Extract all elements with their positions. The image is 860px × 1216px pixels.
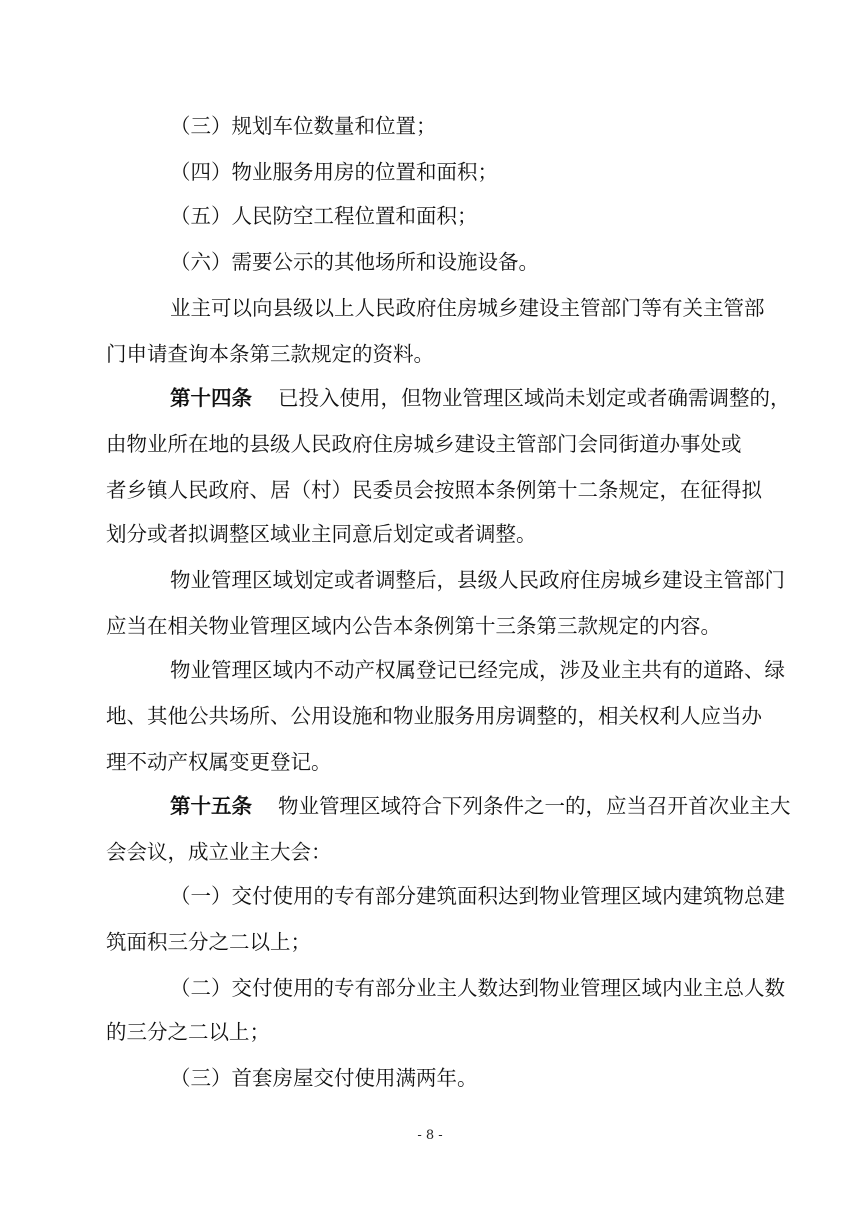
article-15-item-1-line-2: 筑面积三分之二以上； — [106, 930, 311, 954]
list-item-4-service-room: （四）物业服务用房的位置和面积； — [170, 160, 498, 184]
list-item-3-parking: （三）规划车位数量和位置； — [170, 114, 437, 138]
article-14-line-1: 第十四条 已投入使用，但物业管理区域尚未划定或者确需调整的， — [170, 386, 791, 410]
paragraph-owner-query-line-1: 业主可以向县级以上人民政府住房城乡建设主管部门等有关主管部 — [170, 296, 765, 320]
article-14-para-3-line-1: 物业管理区域内不动产权属登记已经完成，涉及业主共有的道路、绿 — [170, 658, 785, 682]
page-number: - 8 - — [417, 1128, 443, 1143]
article-14-para-2-line-1: 物业管理区域划定或者调整后，县级人民政府住房城乡建设主管部门 — [170, 568, 785, 592]
article-14-para-3-line-3: 理不动产权属变更登记。 — [106, 750, 332, 774]
article-15-line-1: 第十五条 物业管理区域符合下列条件之一的，应当召开首次业主大 — [170, 794, 791, 818]
article-14-para-2-line-2: 应当在相关物业管理区域内公告本条例第十三条第三款规定的内容。 — [106, 614, 721, 638]
article-15-line-2: 会会议，成立业主大会： — [106, 840, 332, 864]
list-item-6-other-facilities: （六）需要公示的其他场所和设施设备。 — [170, 250, 539, 274]
article-15-item-2-line-2: 的三分之二以上； — [106, 1020, 270, 1044]
list-item-5-civil-defense: （五）人民防空工程位置和面积； — [170, 204, 478, 228]
article-14-title: 第十四条 — [170, 386, 252, 410]
article-15-item-2-line-1: （二）交付使用的专有部分业主人数达到物业管理区域内业主总人数 — [170, 976, 785, 1000]
article-15-item-1-line-1: （一）交付使用的专有部分建筑面积达到物业管理区域内建筑物总建 — [170, 884, 785, 908]
paragraph-owner-query-line-2: 门申请查询本条第三款规定的资料。 — [106, 342, 434, 366]
article-15-title: 第十五条 — [170, 794, 252, 818]
article-15-item-3: （三）首套房屋交付使用满两年。 — [170, 1066, 478, 1090]
article-14-line-4: 划分或者拟调整区域业主同意后划定或者调整。 — [106, 522, 537, 546]
article-14-para-3-line-2: 地、其他公共场所、公用设施和物业服务用房调整的，相关权利人应当办 — [106, 704, 762, 728]
article-14-line-3: 者乡镇人民政府、居（村）民委员会按照本条例第十二条规定，在征得拟 — [106, 478, 762, 502]
article-14-line-2: 由物业所在地的县级人民政府住房城乡建设主管部门会同街道办事处或 — [106, 432, 742, 456]
